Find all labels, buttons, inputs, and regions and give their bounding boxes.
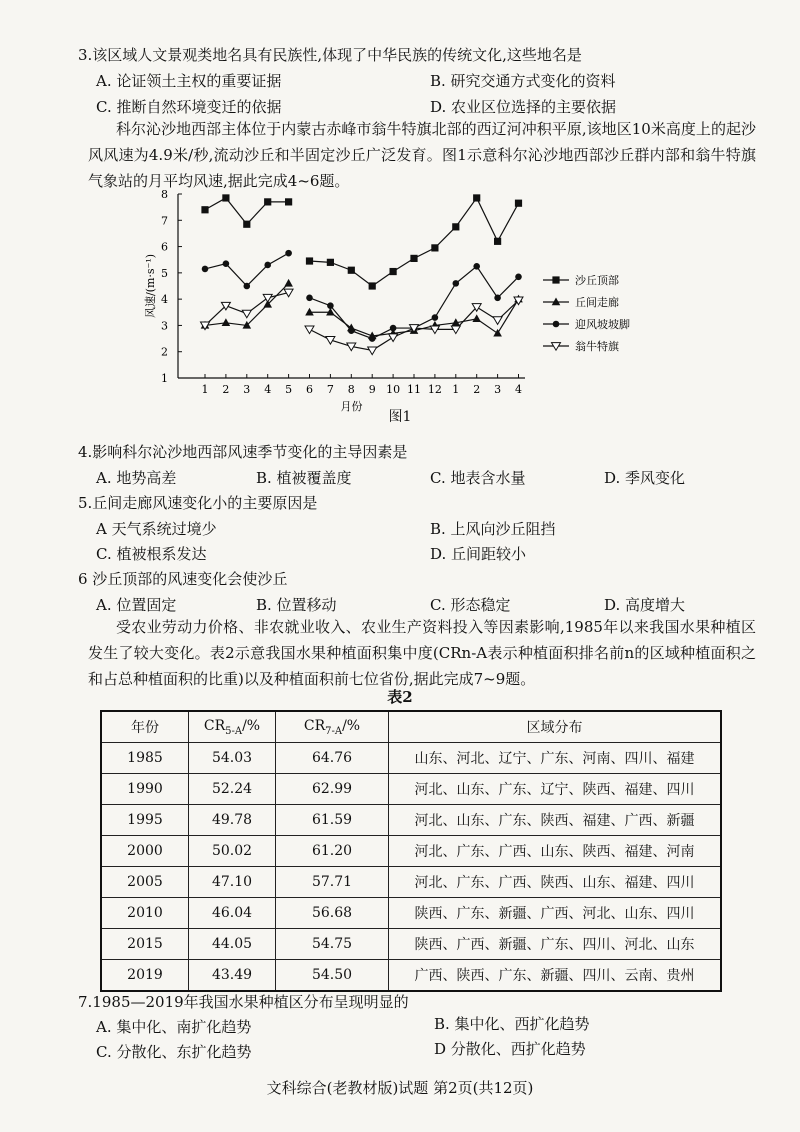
q6-stem: 6 沙丘顶部的风速变化会使沙丘 xyxy=(78,570,288,588)
y-axis-label: 风速/(m·s⁻¹) xyxy=(144,253,157,319)
q6-option-c[interactable]: C. 形态稳定 xyxy=(430,596,511,614)
data-point xyxy=(493,317,502,325)
x-tick-label: 11 xyxy=(407,383,421,396)
legend-marker xyxy=(552,298,561,306)
data-point xyxy=(473,194,480,201)
table-row xyxy=(101,867,721,898)
series-line xyxy=(205,198,289,224)
cell-cr7: 54.50 xyxy=(276,960,389,992)
x-tick-label: 7 xyxy=(326,383,334,396)
fruit-area-table xyxy=(100,710,722,992)
series-line xyxy=(205,253,289,286)
data-point xyxy=(202,266,209,273)
x-tick-label: 2 xyxy=(222,383,230,396)
cell-cr7: 64.76 xyxy=(276,743,389,774)
y-tick-label: 2 xyxy=(161,345,168,359)
x-tick-label: 2 xyxy=(473,383,481,396)
q3-option-a[interactable]: A. 论证领土主权的重要证据 xyxy=(96,72,282,90)
q4-option-c[interactable]: C. 地表含水量 xyxy=(430,469,526,487)
y-tick-label: 5 xyxy=(161,266,168,280)
data-point xyxy=(348,327,355,334)
data-point xyxy=(264,198,271,205)
data-point xyxy=(494,238,501,245)
cell-year: 2015 xyxy=(101,929,189,960)
x-tick-label: 1 xyxy=(452,383,460,396)
q7-option-d[interactable]: D 分散化、西扩化趋势 xyxy=(434,1040,586,1058)
header-region: 区域分布 xyxy=(389,711,722,743)
cell-region: 陕西、广东、新疆、广西、河北、山东、四川 xyxy=(389,898,722,929)
data-point xyxy=(515,200,522,207)
table-header-row xyxy=(101,711,721,743)
y-tick-label: 8 xyxy=(161,188,168,201)
cell-cr5: 43.49 xyxy=(189,960,276,992)
passage-kerqin: 科尔沁沙地西部主体位于内蒙古赤峰市翁牛特旗北部的西辽河冲积平原,该地区10米高度上的起沙风风速为4.9米/秒,流动沙丘和半固定沙丘广泛发育。图1示意科尔沁沙地西部沙丘群内部和翁牛特旗气象站的月平均风速,据此完成4~6题。 xyxy=(88,120,756,190)
data-point xyxy=(494,295,501,302)
cell-year: 2000 xyxy=(101,836,189,867)
cell-cr7: 57.71 xyxy=(276,867,389,898)
header-cr5: $CR_{5-A}/\%$ xyxy=(189,711,276,743)
q4-stem: 4.影响科尔沁沙地西部风速季节变化的主导因素是 xyxy=(78,443,408,461)
data-point xyxy=(473,263,480,270)
table-row xyxy=(101,836,721,867)
cell-year: 1990 xyxy=(101,774,189,805)
data-point xyxy=(472,314,481,322)
cell-region: 河北、广东、广西、陕西、山东、福建、四川 xyxy=(389,867,722,898)
table-row xyxy=(101,774,721,805)
q6-option-b[interactable]: B. 位置移动 xyxy=(256,596,337,614)
x-tick-label: 4 xyxy=(264,383,272,396)
header-cr7: $CR_{7-A}/\%$ xyxy=(276,711,389,743)
q5-option-c[interactable]: C. 植被根系发达 xyxy=(96,545,207,563)
data-point xyxy=(201,206,208,213)
wind-speed-chart xyxy=(140,186,630,413)
x-tick-label: 5 xyxy=(285,383,293,396)
data-point xyxy=(244,283,251,290)
x-tick-label: 12 xyxy=(427,383,442,396)
q7-option-a[interactable]: A. 集中化、南扩化趋势 xyxy=(96,1018,252,1036)
legend-label: 迎风坡坡脚 xyxy=(575,318,630,331)
cell-cr5: 44.05 xyxy=(189,929,276,960)
data-point xyxy=(305,326,314,334)
x-tick-label: 3 xyxy=(494,383,502,396)
data-point xyxy=(431,244,438,251)
y-tick-label: 6 xyxy=(161,240,168,254)
legend-label: 丘间走廊 xyxy=(575,296,619,309)
q7-stem: 7.1985—2019年我国水果种植区分布呈现明显的 xyxy=(78,993,409,1011)
q4-option-a[interactable]: A. 地势高差 xyxy=(96,469,177,487)
q6-option-a[interactable]: A. 位置固定 xyxy=(96,596,177,614)
cell-cr5: 49.78 xyxy=(189,805,276,836)
passage-fruit: 受农业劳动力价格、非农就业收入、农业生产资料投入等因素影响,1985年以来我国水果种植区发生了较大变化。表2示意我国水果种植面积集中度(CRn-A表示种植面积排名前n的区域种植面积之和占总种植面积的比重)以及种植面积前七位省份,据此完成7~9题。 xyxy=(88,618,756,688)
x-tick-label: 3 xyxy=(243,383,251,396)
cell-year: 2005 xyxy=(101,867,189,898)
legend-label: 沙丘顶部 xyxy=(575,274,619,287)
cell-region: 山东、河北、辽宁、广东、河南、四川、福建 xyxy=(389,743,722,774)
x-tick-label: 1 xyxy=(201,383,209,396)
data-point xyxy=(284,279,293,287)
q6-option-d[interactable]: D. 高度增大 xyxy=(604,596,686,614)
data-point xyxy=(515,274,522,281)
data-point xyxy=(368,347,377,355)
cell-region: 河北、山东、广东、陕西、福建、广西、新疆 xyxy=(389,805,722,836)
x-tick-label: 4 xyxy=(515,383,522,396)
x-tick-label: 9 xyxy=(368,383,376,396)
figure-caption: 图1 xyxy=(388,409,412,425)
x-tick-label: 6 xyxy=(306,383,313,396)
cell-region: 陕西、广西、新疆、广东、四川、河北、山东 xyxy=(389,929,722,960)
series-line xyxy=(205,283,289,325)
data-point xyxy=(452,223,459,230)
data-point xyxy=(327,302,334,309)
cell-cr7: 56.68 xyxy=(276,898,389,929)
data-point xyxy=(432,314,439,321)
q5-stem: 5.丘间走廊风速变化小的主要原因是 xyxy=(78,494,318,512)
data-point xyxy=(369,282,376,289)
cell-cr7: 61.59 xyxy=(276,805,389,836)
table-row xyxy=(101,898,721,929)
data-point xyxy=(453,280,460,287)
legend-label: 翁牛特旗 xyxy=(575,340,619,353)
table-row xyxy=(101,805,721,836)
q3-option-d[interactable]: D. 农业区位选择的主要依据 xyxy=(430,98,617,116)
q3-option-c[interactable]: C. 推断自然环境变迁的依据 xyxy=(96,98,282,116)
data-point xyxy=(493,329,502,337)
series-line xyxy=(205,293,289,326)
y-tick-label: 3 xyxy=(161,319,168,333)
x-tick-label: 8 xyxy=(347,383,355,396)
data-point xyxy=(264,262,271,269)
data-point xyxy=(390,325,397,332)
data-point xyxy=(389,334,398,342)
table-caption: 表2 xyxy=(387,688,413,706)
data-point xyxy=(410,255,417,262)
cell-year: 2010 xyxy=(101,898,189,929)
data-point xyxy=(223,260,230,267)
cell-region: 河北、山东、广东、辽宁、陕西、福建、四川 xyxy=(389,774,722,805)
y-tick-label: 4 xyxy=(161,293,168,307)
data-point xyxy=(305,308,314,316)
table-row xyxy=(101,743,721,774)
cell-cr5: 47.10 xyxy=(189,867,276,898)
q5-option-b[interactable]: B. 上风向沙丘阻挡 xyxy=(430,520,556,538)
cell-year: 1995 xyxy=(101,805,189,836)
q3-stem: 3.该区域人文景观类地名具有民族性,体现了中华民族的传统文化,这些地名是 xyxy=(78,46,582,64)
data-point xyxy=(242,310,251,318)
y-tick-label: 1 xyxy=(161,372,168,385)
header-year: 年份 xyxy=(101,711,189,743)
cell-region: 广西、陕西、广东、新疆、四川、云南、贵州 xyxy=(389,960,722,992)
q4-option-d[interactable]: D. 季风变化 xyxy=(604,469,686,487)
data-point xyxy=(222,194,229,201)
data-point xyxy=(348,267,355,274)
cell-cr7: 54.75 xyxy=(276,929,389,960)
data-point xyxy=(369,335,376,342)
legend-marker xyxy=(552,276,559,283)
q4-option-b[interactable]: B. 植被覆盖度 xyxy=(256,469,352,487)
data-point xyxy=(243,221,250,228)
cell-cr5: 46.04 xyxy=(189,898,276,929)
legend-marker xyxy=(553,321,560,328)
cell-cr5: 54.03 xyxy=(189,743,276,774)
q5-option-a[interactable]: A 天气系统过境少 xyxy=(96,520,217,538)
cell-year: 1985 xyxy=(101,743,189,774)
data-point xyxy=(285,198,292,205)
cell-region: 河北、广东、广西、山东、陕西、福建、河南 xyxy=(389,836,722,867)
data-point xyxy=(306,295,313,302)
table-row xyxy=(101,960,721,992)
q7-option-c[interactable]: C. 分散化、东扩化趋势 xyxy=(96,1043,252,1061)
data-point xyxy=(390,268,397,275)
q3-option-b[interactable]: B. 研究交通方式变化的资料 xyxy=(430,72,616,90)
cell-cr5: 52.24 xyxy=(189,774,276,805)
data-point xyxy=(222,318,231,326)
series-line xyxy=(310,198,519,286)
cell-year: 2019 xyxy=(101,960,189,992)
cell-cr7: 61.20 xyxy=(276,836,389,867)
q5-option-d[interactable]: D. 丘间距较小 xyxy=(430,545,527,563)
q7-option-b[interactable]: B. 集中化、西扩化趋势 xyxy=(434,1015,590,1033)
page-footer: 文科综合(老教材版)试题 第2页(共12页) xyxy=(266,1079,534,1097)
data-point xyxy=(327,259,334,266)
data-point xyxy=(285,250,292,257)
data-point xyxy=(306,257,313,264)
cell-cr7: 62.99 xyxy=(276,774,389,805)
y-tick-label: 7 xyxy=(161,214,168,228)
cell-cr5: 50.02 xyxy=(189,836,276,867)
table-row xyxy=(101,929,721,960)
x-tick-label: 10 xyxy=(386,383,401,396)
x-axis-label: 月份 xyxy=(340,400,363,413)
